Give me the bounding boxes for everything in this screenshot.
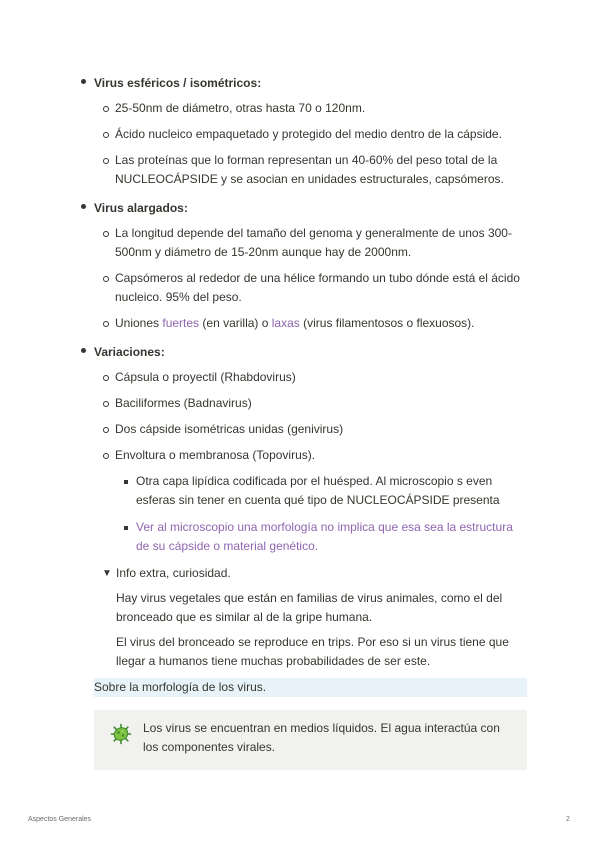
sub-bullet-list xyxy=(94,99,527,189)
section-title: Virus esféricos / isométricos: xyxy=(94,76,262,90)
unions-prefix: Uniones xyxy=(115,316,163,330)
document-body xyxy=(80,71,527,770)
toggle-paragraph: El virus del bronceado se reproduce en trips. Por eso si un virus tiene que llegar a humanos tiene muchas probabilidades de ser este. xyxy=(116,635,509,668)
section-spherical-virus xyxy=(80,71,527,189)
section-title: Virus alargados: xyxy=(94,201,188,215)
list-item-envelope xyxy=(94,446,527,556)
list-item-label: Envoltura o membranosa (Topovirus). xyxy=(115,448,316,462)
list-item: La longitud depende del tamaño del genoma y generalmente de unos 300-500nm y diámetro de 15-20nm aunque hay de 2000nm. xyxy=(94,224,527,262)
unions-mid: (en varilla) o xyxy=(199,316,272,330)
toggle-block[interactable] xyxy=(94,564,527,671)
highlighted-note: Sobre la morfología de los virus. xyxy=(94,678,527,697)
list-item: Capsómeros al rededor de una hélice formando un tubo dónde está el ácido nucleico. 95% del peso. xyxy=(94,269,527,307)
main-bullet-list xyxy=(80,71,527,556)
toggle-paragraph: Hay virus vegetales que están en familias de virus animales, como el del bronceado que es similar al de la gripe humana. xyxy=(116,591,503,624)
section-variations xyxy=(80,340,527,556)
section-title: Variaciones: xyxy=(94,345,165,359)
list-item-unions xyxy=(94,314,527,333)
list-item: Las proteínas que lo forman representan un 40-60% del peso total de la NUCLEOCÁPSIDE y se asocian en unidades estructurales, capsómeros. xyxy=(94,151,527,189)
nested-bullet-list xyxy=(115,472,527,556)
callout-box xyxy=(94,710,527,770)
list-item: Otra capa lipídica codificada por el huésped. Al microscopio s even esferas sin tener en cuenta qué tipo de NUCLEOCÁPSIDE presenta xyxy=(115,472,527,510)
list-item: 25-50nm de diámetro, otras hasta 70 o 120nm. xyxy=(94,99,527,118)
sub-bullet-list xyxy=(94,368,527,556)
virus-microbe-icon xyxy=(110,723,132,745)
weak-unions-text: laxas xyxy=(271,316,300,330)
section-elongated-virus xyxy=(80,196,527,333)
list-item: Dos cápside isométricas unidas (genivirus) xyxy=(94,420,527,439)
list-item-note: Ver al microscopio una morfología no implica que esa sea la estructura de su cápside o material genético. xyxy=(115,518,527,556)
footer-page-number: 2 xyxy=(566,816,570,823)
toggle-arrow-icon[interactable]: ▼ xyxy=(102,568,112,579)
sub-bullet-list xyxy=(94,224,527,333)
list-item: Cápsula o proyectil (Rhabdovirus) xyxy=(94,368,527,387)
list-item: Ácido nucleico empaquetado y protegido del medio dentro de la cápside. xyxy=(94,125,527,144)
callout-text: Los virus se encuentran en medios líquidos. El agua interactúa con los componentes virales. xyxy=(143,721,500,754)
toggle-title[interactable]: Info extra, curiosidad. xyxy=(116,566,231,580)
list-item: Baciliformes (Badnavirus) xyxy=(94,394,527,413)
unions-suffix: (virus filamentosos o flexuosos). xyxy=(299,316,475,330)
footer-section-title: Aspectos Generales xyxy=(28,816,92,823)
strong-unions-text: fuertes xyxy=(162,316,200,330)
